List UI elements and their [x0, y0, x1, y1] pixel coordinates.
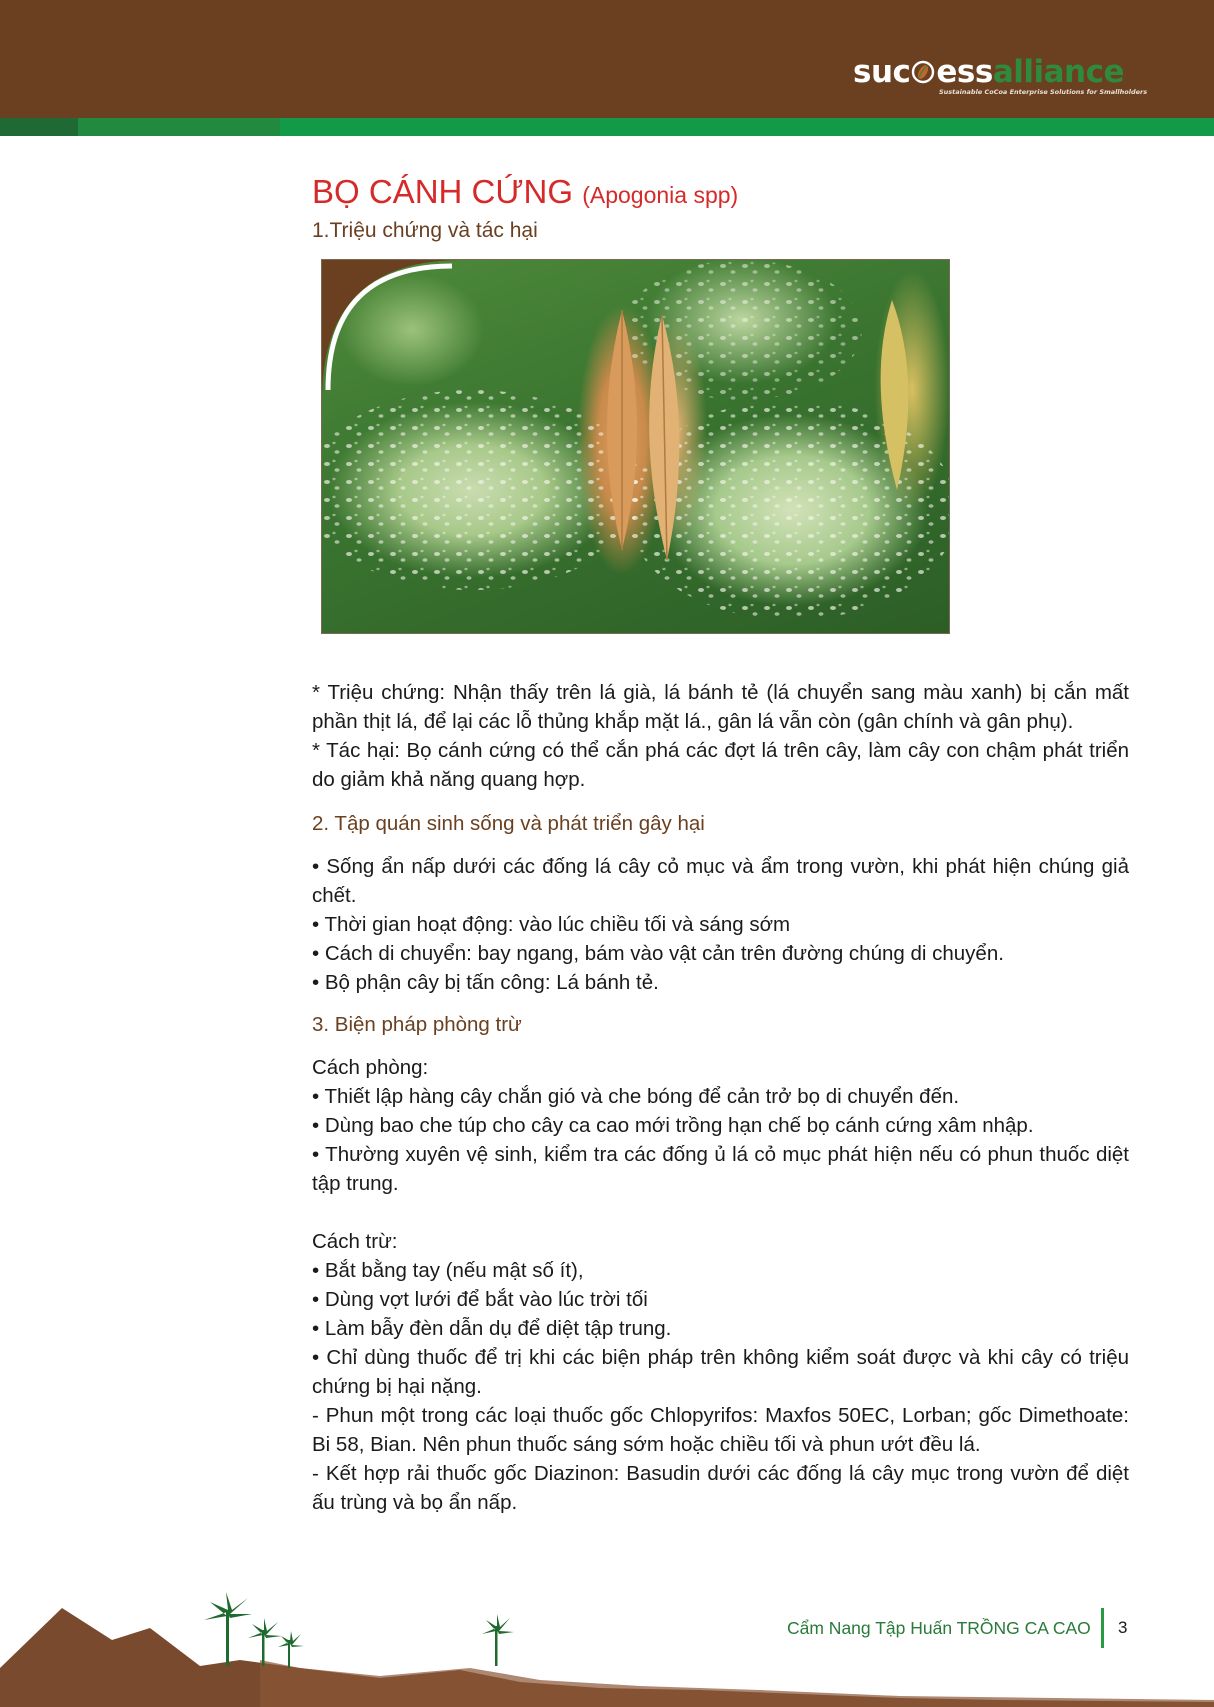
header-stripe-mid — [78, 118, 280, 136]
photo-damaged-cocoa-leaves — [321, 259, 950, 634]
treatment-line: • Bắt bằng tay (nếu mật số ít), — [312, 1259, 584, 1282]
section3-heading: 3. Biện pháp phòng trừ — [312, 1013, 522, 1036]
cocoa-pod-icon — [911, 58, 935, 82]
treatment-line: • Chỉ dùng thuốc để trị khi các biện pháp trên không kiểm soát được và khi cây có triệu chứng bị hại nặng. — [312, 1346, 1129, 1398]
treatment-line: - Kết hợp rải thuốc gốc Diazinon: Basudin dưới các đống lá cây mục trong vườn để diệt ấu trùng và bọ ẩn nấp. — [312, 1462, 1129, 1514]
treatment-line: - Phun một trong các loại thuốc gốc Chlopyrifos: Maxfos 50EC, Lorban; gốc Dimethoate: Bi 58, Bian. Nên phun thuốc sáng sớm hoặc chiều tối và phun ướt đều lá. — [312, 1404, 1129, 1456]
prevention-label: Cách phòng: — [312, 1056, 429, 1079]
treatment-label: Cách trừ: — [312, 1230, 398, 1253]
section3-prevention — [312, 1053, 1129, 1198]
habit-line: • Sống ẩn nấp dưới các đống lá cây cỏ mục và ẩm trong vườn, khi phát hiện chúng giả chết. — [312, 855, 1129, 907]
logo-text-suc: suc — [853, 54, 911, 90]
success-alliance-logo — [853, 54, 1148, 102]
footer-book-title: Cẩm Nang Tập Huấn TRỒNG CA CAO — [787, 1618, 1091, 1638]
logo-tagline: Sustainable CoCoa Enterprise Solutions for Smallholders — [939, 88, 1148, 96]
treatment-line: • Làm bẫy đèn dẫn dụ để diệt tập trung. — [312, 1317, 672, 1340]
section1-heading: 1.Triệu chứng và tác hại — [312, 219, 538, 242]
section2-heading: 2. Tập quán sinh sống và phát triển gây hại — [312, 812, 705, 835]
header-stripe-light — [280, 118, 1214, 136]
footer-divider — [1101, 1608, 1104, 1648]
habit-line: • Thời gian hoạt động: vào lúc chiều tối và sáng sớm — [312, 913, 791, 936]
logo-text-ess: ess — [936, 54, 993, 90]
palm-tree-icon — [204, 1592, 304, 1668]
title-scientific-name: (Apogonia spp) — [582, 182, 739, 208]
page-title — [312, 170, 1129, 217]
header-stripe-dark — [0, 118, 78, 136]
footer-landscape — [0, 1590, 1214, 1707]
photo-corner-arc — [322, 260, 462, 400]
title-main: BỌ CÁNH CỨNG — [312, 173, 574, 210]
section1-body — [312, 678, 1129, 794]
habit-line: • Cách di chuyển: bay ngang, bám vào vật cản trên đường chúng di chuyển. — [312, 942, 1004, 965]
section2-body — [312, 852, 1129, 997]
small-palm-icon — [482, 1614, 514, 1666]
section3-treatment — [312, 1227, 1129, 1517]
logo-wordmark — [853, 56, 1133, 88]
damage-paragraph: * Tác hại: Bọ cánh cứng có thể cắn phá các đợt lá trên cây, làm cây con chậm phát triển do giảm khả năng quang hợp. — [312, 739, 1129, 791]
habit-line: • Bộ phận cây bị tấn công: Lá bánh tẻ. — [312, 971, 659, 994]
prevention-line: • Thiết lập hàng cây chắn gió và che bóng để cản trở bọ di chuyển đến. — [312, 1085, 960, 1108]
page-number: 3 — [1118, 1618, 1128, 1637]
symptom-paragraph: * Triệu chứng: Nhận thấy trên lá già, lá bánh tẻ (lá chuyển sang màu xanh) bị cắn mất phần thịt lá, để lại các lỗ thủng khắp mặt lá., gân lá vẫn còn (gân chính và gân phụ). — [312, 681, 1129, 733]
prevention-line: • Thường xuyên vệ sinh, kiểm tra các đống ủ lá cỏ mục phát hiện nếu có phun thuốc diệt tập trung. — [312, 1143, 1129, 1195]
prevention-line: • Dùng bao che túp cho cây ca cao mới trồng hạn chế bọ cánh cứng xâm nhập. — [312, 1114, 1034, 1137]
treatment-line: • Dùng vợt lưới để bắt vào lúc trời tối — [312, 1288, 648, 1311]
page-content — [312, 170, 1129, 1517]
logo-text-alliance: alliance — [992, 54, 1125, 90]
